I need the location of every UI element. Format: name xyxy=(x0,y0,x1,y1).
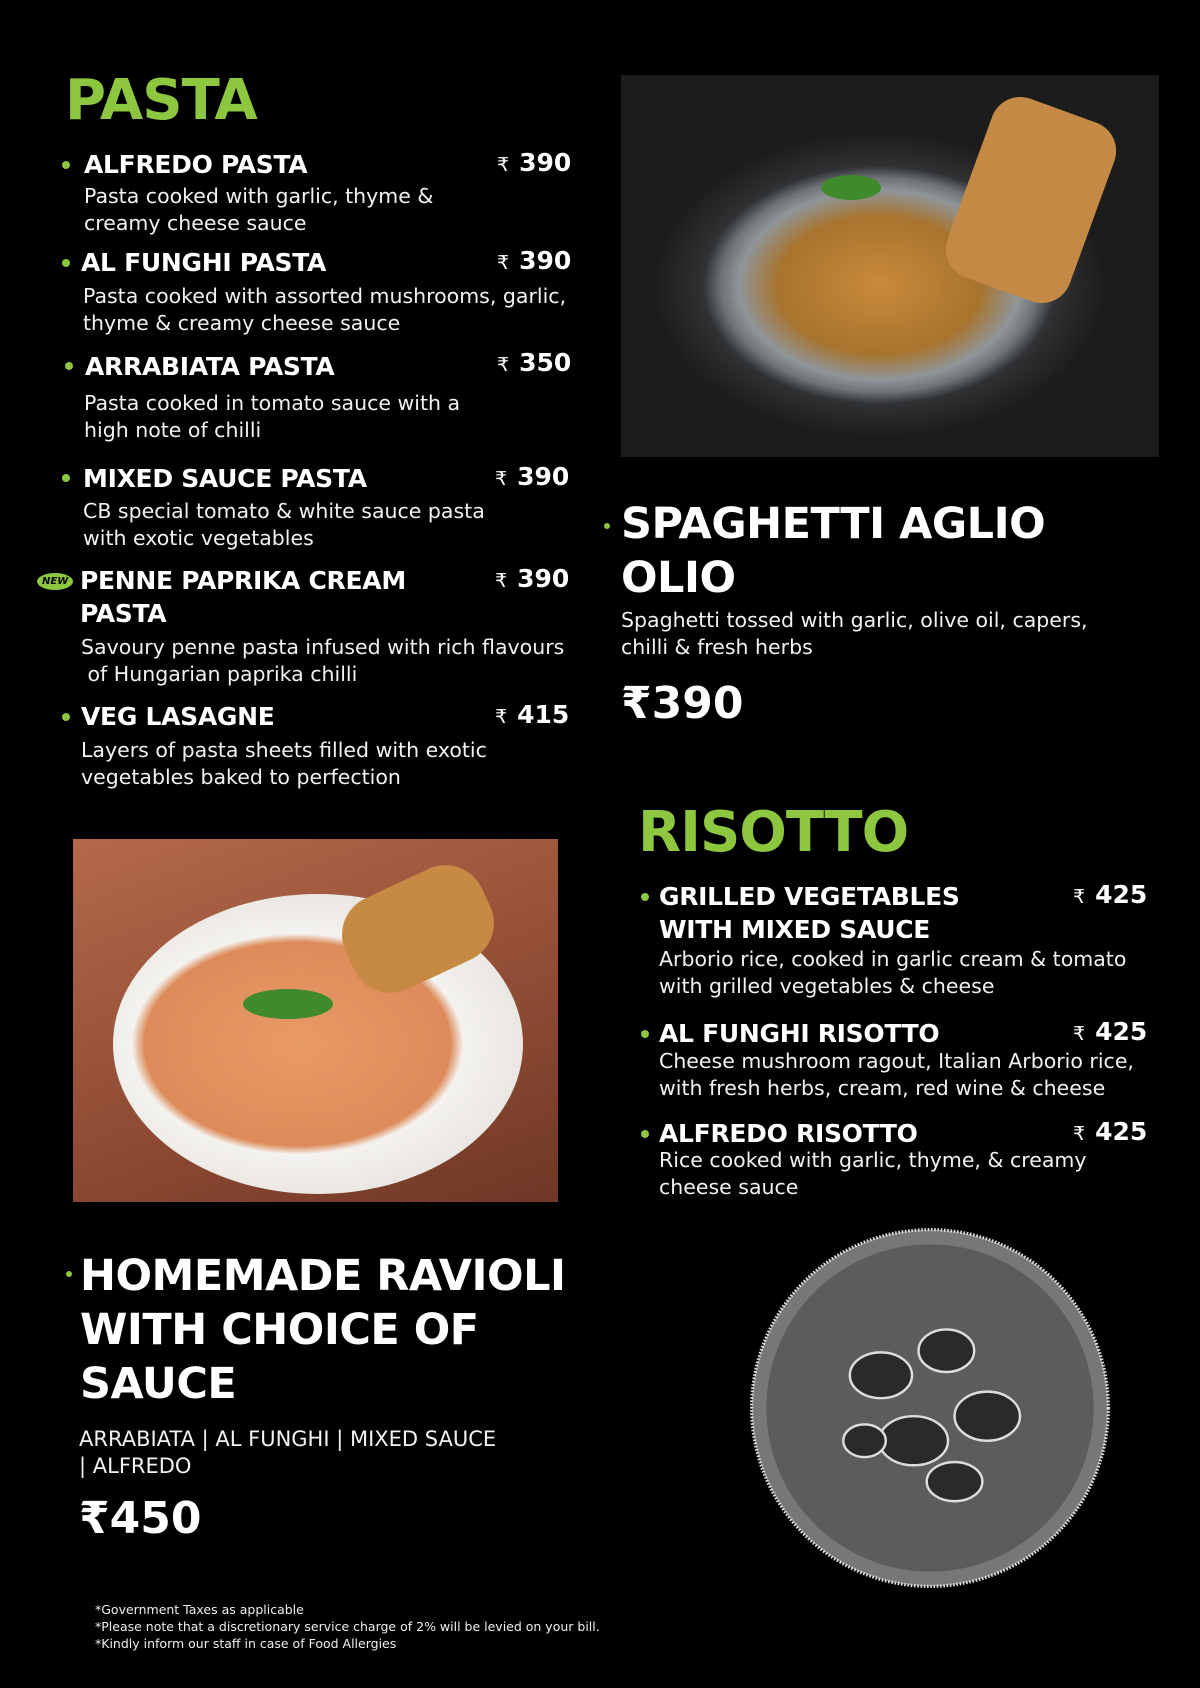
item-price: ₹ 425 xyxy=(1073,1117,1148,1146)
item-name: VEG LASAGNE xyxy=(81,702,275,731)
bullet-icon xyxy=(62,259,70,267)
ravioli-price: ₹450 xyxy=(79,1493,202,1544)
item-price: ₹ 390 xyxy=(495,462,570,491)
pasta-heading: PASTA xyxy=(65,68,257,133)
item-desc: Rice cooked with garlic, thyme, & creamy cheese sauce xyxy=(659,1148,1087,1199)
item-desc: Pasta cooked with garlic, thyme & creamy cheese sauce xyxy=(84,184,434,235)
item-price: ₹ 415 xyxy=(495,700,570,729)
bullet-icon xyxy=(66,1271,72,1277)
spaghetti-title: SPAGHETTI AGLIO OLIO xyxy=(621,499,1046,603)
item-desc: Pasta cooked with assorted mushrooms, garlic, thyme & creamy cheese sauce xyxy=(83,284,567,335)
item-name: ALFREDO PASTA xyxy=(84,150,308,179)
item-price: ₹ 425 xyxy=(1073,1017,1148,1046)
spaghetti-price: ₹390 xyxy=(621,678,744,729)
ravioli-photo xyxy=(73,839,558,1202)
item-price: ₹ 390 xyxy=(497,246,572,275)
bullet-icon xyxy=(641,1130,649,1138)
bullet-icon xyxy=(62,474,70,482)
bullet-icon xyxy=(604,523,610,529)
new-badge: NEW xyxy=(37,573,73,590)
item-name: AL FUNGHI RISOTTO xyxy=(659,1019,940,1048)
item-desc: Pasta cooked in tomato sauce with a high note of chilli xyxy=(84,391,461,442)
item-price: ₹ 390 xyxy=(497,148,572,177)
item-desc: Arborio rice, cooked in garlic cream & tomato with grilled vegetables & cheese xyxy=(659,947,1127,998)
bullet-icon xyxy=(641,893,649,901)
bullet-icon xyxy=(641,1030,649,1038)
risotto-heading: RISOTTO xyxy=(638,800,909,865)
item-name: MIXED SAUCE PASTA xyxy=(83,464,367,493)
item-desc: CB special tomato & white sauce pasta with exotic vegetables xyxy=(83,499,485,550)
risotto-bowl-illustration xyxy=(750,1228,1110,1588)
ravioli-title: HOMEMADE RAVIOLI WITH CHOICE OF SAUCE xyxy=(80,1251,566,1409)
bullet-icon xyxy=(62,713,70,721)
item-desc: Savoury penne pasta infused with rich flavours of Hungarian paprika chilli xyxy=(81,635,565,686)
spaghetti-photo xyxy=(621,75,1159,457)
item-name: AL FUNGHI PASTA xyxy=(81,248,327,277)
footnotes: *Government Taxes as applicable *Please note that a discretionary service charge of 2% will be levied on your bill. *Kindly inform our staff in case of Food Allergies xyxy=(95,1602,600,1651)
item-desc: Cheese mushroom ragout, Italian Arborio rice, with fresh herbs, cream, red wine & cheese xyxy=(659,1049,1134,1100)
bullet-icon xyxy=(65,362,73,370)
item-name: GRILLED VEGETABLES WITH MIXED SAUCE xyxy=(659,882,960,944)
item-name: ARRABIATA PASTA xyxy=(85,352,335,381)
item-price: ₹ 390 xyxy=(495,564,570,593)
spaghetti-desc: Spaghetti tossed with garlic, olive oil, capers, chilli & fresh herbs xyxy=(621,608,1088,659)
item-name: PENNE PAPRIKA CREAM PASTA xyxy=(80,566,406,628)
item-desc: Layers of pasta sheets filled with exotic vegetables baked to perfection xyxy=(81,738,487,789)
ravioli-sauces: ARRABIATA | AL FUNGHI | MIXED SAUCE | ALFREDO xyxy=(79,1427,497,1478)
bullet-icon xyxy=(62,161,70,169)
item-name: ALFREDO RISOTTO xyxy=(659,1119,918,1148)
item-price: ₹ 425 xyxy=(1073,880,1148,909)
item-price: ₹ 350 xyxy=(497,348,572,377)
